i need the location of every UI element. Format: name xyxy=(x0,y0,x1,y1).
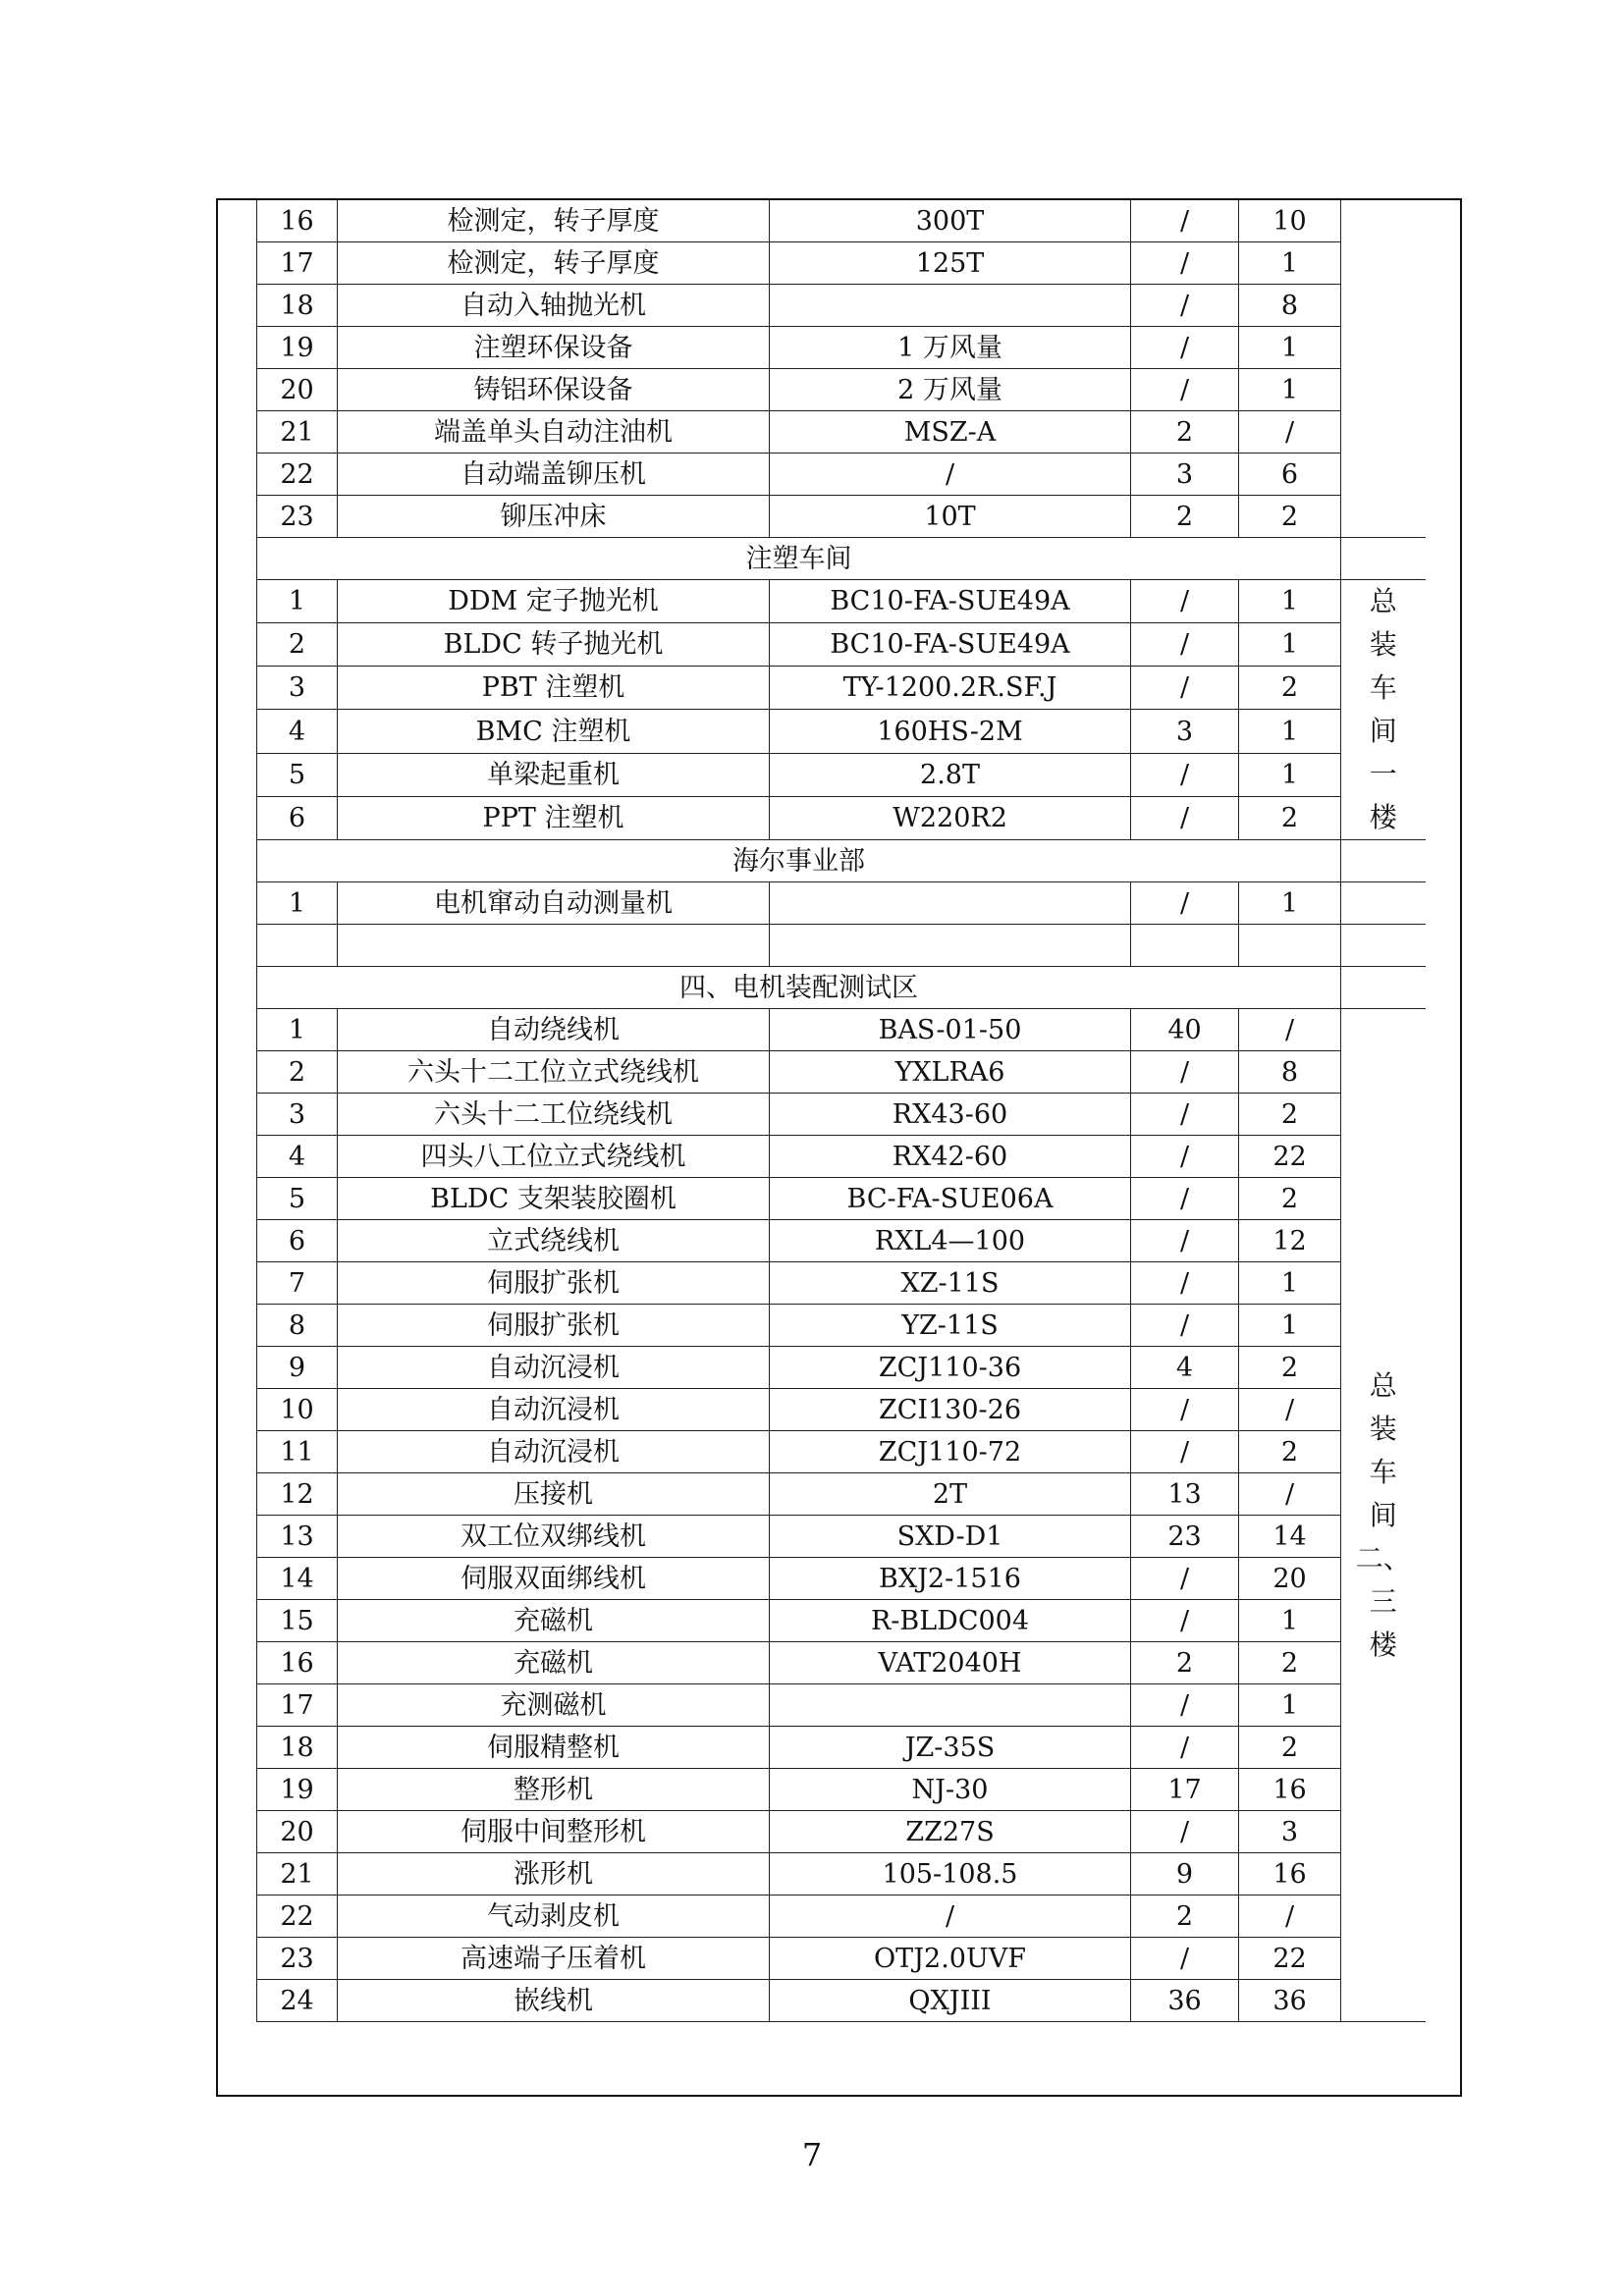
equipment-name-cell: 电机窜动自动测量机 xyxy=(338,882,770,925)
location-char: 三 xyxy=(1369,1584,1397,1618)
model-cell xyxy=(770,882,1131,925)
table-row xyxy=(257,369,1426,411)
quantity-b-cell: 2 xyxy=(1239,1642,1341,1684)
table-row xyxy=(257,1516,1426,1558)
location-char: 车 xyxy=(1369,671,1397,704)
quantity-a-cell: / xyxy=(1131,1431,1239,1473)
section-title-cell: 海尔事业部 xyxy=(257,840,1341,882)
row-number-cell: 6 xyxy=(257,1220,338,1262)
table-row xyxy=(257,667,1426,710)
quantity-b-cell: 1 xyxy=(1239,580,1341,623)
quantity-b-cell: 1 xyxy=(1239,327,1341,369)
location-char: 楼 xyxy=(1369,801,1397,833)
row-number-cell: 9 xyxy=(257,1347,338,1389)
equipment-name-cell: 检测定，转子厚度 xyxy=(338,242,770,285)
quantity-b-cell: 16 xyxy=(1239,1769,1341,1811)
row-number-cell: 20 xyxy=(257,1811,338,1853)
quantity-b-cell: 2 xyxy=(1239,1094,1341,1136)
quantity-a-cell: 13 xyxy=(1131,1473,1239,1516)
location-char: 楼 xyxy=(1369,1628,1397,1661)
quantity-a-cell: 9 xyxy=(1131,1853,1239,1896)
quantity-a-cell: 17 xyxy=(1131,1769,1239,1811)
quantity-b-cell: 8 xyxy=(1239,1051,1341,1094)
row-number-cell: 6 xyxy=(257,796,338,839)
table-row xyxy=(257,796,1426,839)
location-cell-empty xyxy=(1341,925,1426,967)
row-number-cell: 7 xyxy=(257,1262,338,1305)
table-row xyxy=(257,1600,1426,1642)
section-title-cell: 四、电机装配测试区 xyxy=(257,967,1341,1009)
section-header-row xyxy=(257,538,1426,580)
equipment-name-cell: 伺服中间整形机 xyxy=(338,1811,770,1853)
quantity-a-cell: 2 xyxy=(1131,1642,1239,1684)
row-number-cell: 13 xyxy=(257,1516,338,1558)
equipment-name-cell: 铆压冲床 xyxy=(338,496,770,538)
quantity-a-cell: / xyxy=(1131,1220,1239,1262)
row-number-cell: 15 xyxy=(257,1600,338,1642)
table-row xyxy=(257,327,1426,369)
equipment-name-cell xyxy=(338,925,770,967)
equipment-name-cell: 伺服精整机 xyxy=(338,1727,770,1769)
row-number-cell: 2 xyxy=(257,1051,338,1094)
row-number-cell: 23 xyxy=(257,1938,338,1980)
table-row xyxy=(257,1896,1426,1938)
quantity-b-cell: / xyxy=(1239,411,1341,454)
row-number-cell: 3 xyxy=(257,1094,338,1136)
model-cell: ZCI130-26 xyxy=(770,1389,1131,1431)
section-header-row xyxy=(257,967,1426,1009)
quantity-b-cell: / xyxy=(1239,1389,1341,1431)
row-number-cell: 12 xyxy=(257,1473,338,1516)
model-cell: W220R2 xyxy=(770,796,1131,839)
location-cell-empty xyxy=(1341,840,1426,882)
quantity-b-cell: 2 xyxy=(1239,1178,1341,1220)
quantity-a-cell: 23 xyxy=(1131,1516,1239,1558)
equipment-table xyxy=(256,200,1426,2022)
model-cell: R-BLDC004 xyxy=(770,1600,1131,1642)
equipment-name-cell: 双工位双绑线机 xyxy=(338,1516,770,1558)
quantity-a-cell: / xyxy=(1131,580,1239,623)
equipment-name-cell: 铸铝环保设备 xyxy=(338,369,770,411)
quantity-a-cell: / xyxy=(1131,242,1239,285)
location-char: 总 xyxy=(1369,585,1397,617)
model-cell: 1 万风量 xyxy=(770,327,1131,369)
equipment-name-cell: 自动绕线机 xyxy=(338,1009,770,1051)
quantity-a-cell: 40 xyxy=(1131,1009,1239,1051)
quantity-a-cell: 3 xyxy=(1131,710,1239,753)
table-row xyxy=(257,925,1426,967)
equipment-name-cell: 注塑环保设备 xyxy=(338,327,770,369)
row-number-cell: 1 xyxy=(257,580,338,623)
model-cell xyxy=(770,285,1131,327)
equipment-name-cell: 六头十二工位立式绕线机 xyxy=(338,1051,770,1094)
quantity-a-cell: / xyxy=(1131,796,1239,839)
quantity-a-cell: / xyxy=(1131,200,1239,242)
quantity-a-cell: / xyxy=(1131,1938,1239,1980)
location-char: 装 xyxy=(1369,1412,1397,1445)
row-number-cell: 22 xyxy=(257,454,338,496)
quantity-b-cell: 36 xyxy=(1239,1980,1341,2022)
model-cell: NJ-30 xyxy=(770,1769,1131,1811)
quantity-b-cell: 12 xyxy=(1239,1220,1341,1262)
equipment-name-cell: 充测磁机 xyxy=(338,1684,770,1727)
section-title-cell: 注塑车间 xyxy=(257,538,1341,580)
quantity-b-cell: 2 xyxy=(1239,796,1341,839)
section-header-row xyxy=(257,840,1426,882)
quantity-b-cell: 2 xyxy=(1239,1431,1341,1473)
quantity-b-cell: / xyxy=(1239,1009,1341,1051)
table-row xyxy=(257,1051,1426,1094)
equipment-name-cell: 自动端盖铆压机 xyxy=(338,454,770,496)
table-row xyxy=(257,454,1426,496)
quantity-a-cell: 2 xyxy=(1131,1896,1239,1938)
model-cell: BAS-01-50 xyxy=(770,1009,1131,1051)
model-cell: RX42-60 xyxy=(770,1136,1131,1178)
model-cell: RX43-60 xyxy=(770,1094,1131,1136)
row-number-cell: 1 xyxy=(257,1009,338,1051)
quantity-a-cell: 2 xyxy=(1131,411,1239,454)
quantity-b-cell: 2 xyxy=(1239,667,1341,710)
model-cell: BXJ2-1516 xyxy=(770,1558,1131,1600)
model-cell: RXL4—100 xyxy=(770,1220,1131,1262)
equipment-name-cell: 压接机 xyxy=(338,1473,770,1516)
row-number-cell: 19 xyxy=(257,327,338,369)
table-row xyxy=(257,580,1426,623)
table-row xyxy=(257,1684,1426,1727)
quantity-b-cell: / xyxy=(1239,1473,1341,1516)
equipment-name-cell: DDM 定子抛光机 xyxy=(338,580,770,623)
table-row xyxy=(257,1431,1426,1473)
table-row xyxy=(257,1853,1426,1896)
equipment-name-cell: BLDC 支架装胶圈机 xyxy=(338,1178,770,1220)
model-cell: 2.8T xyxy=(770,753,1131,796)
quantity-a-cell: / xyxy=(1131,1600,1239,1642)
equipment-name-cell: 涨形机 xyxy=(338,1853,770,1896)
table-row xyxy=(257,1642,1426,1684)
table-row xyxy=(257,1980,1426,2022)
equipment-name-cell: 六头十二工位绕线机 xyxy=(338,1094,770,1136)
row-number-cell: 8 xyxy=(257,1305,338,1347)
row-number-cell: 5 xyxy=(257,753,338,796)
model-cell: BC-FA-SUE06A xyxy=(770,1178,1131,1220)
quantity-a-cell: 4 xyxy=(1131,1347,1239,1389)
model-cell: TY-1200.2R.SF.J xyxy=(770,667,1131,710)
quantity-a-cell: / xyxy=(1131,369,1239,411)
location-char: 装 xyxy=(1369,628,1397,661)
row-number-cell: 21 xyxy=(257,1853,338,1896)
quantity-a-cell: / xyxy=(1131,753,1239,796)
model-cell: 105-108.5 xyxy=(770,1853,1131,1896)
quantity-a-cell: 2 xyxy=(1131,496,1239,538)
equipment-name-cell: 高速端子压着机 xyxy=(338,1938,770,1980)
table-row xyxy=(257,1389,1426,1431)
quantity-a-cell: / xyxy=(1131,623,1239,667)
quantity-b-cell: 10 xyxy=(1239,200,1341,242)
model-cell: BC10-FA-SUE49A xyxy=(770,623,1131,667)
quantity-b-cell: 22 xyxy=(1239,1136,1341,1178)
model-cell: 2 万风量 xyxy=(770,369,1131,411)
model-cell: VAT2040H xyxy=(770,1642,1131,1684)
table-row xyxy=(257,1178,1426,1220)
row-number-cell: 18 xyxy=(257,1727,338,1769)
table-row xyxy=(257,1347,1426,1389)
quantity-a-cell: / xyxy=(1131,1305,1239,1347)
table-row xyxy=(257,1558,1426,1600)
quantity-b-cell: 2 xyxy=(1239,1347,1341,1389)
quantity-b-cell: 14 xyxy=(1239,1516,1341,1558)
model-cell: 160HS-2M xyxy=(770,710,1131,753)
location-char: 总 xyxy=(1369,1368,1397,1402)
row-number-cell: 21 xyxy=(257,411,338,454)
model-cell: JZ-35S xyxy=(770,1727,1131,1769)
location-cell-empty xyxy=(1341,967,1426,1009)
row-number-cell xyxy=(257,925,338,967)
location-cell-empty xyxy=(1341,538,1426,580)
equipment-name-cell: BMC 注塑机 xyxy=(338,710,770,753)
table-row xyxy=(257,1136,1426,1178)
equipment-name-cell: 嵌线机 xyxy=(338,1980,770,2022)
quantity-b-cell: 6 xyxy=(1239,454,1341,496)
quantity-b-cell xyxy=(1239,925,1341,967)
quantity-a-cell: / xyxy=(1131,1178,1239,1220)
table-row xyxy=(257,710,1426,753)
model-cell: / xyxy=(770,454,1131,496)
row-number-cell: 17 xyxy=(257,242,338,285)
quantity-b-cell: 1 xyxy=(1239,623,1341,667)
quantity-a-cell: / xyxy=(1131,1558,1239,1600)
table-row xyxy=(257,623,1426,667)
table-row xyxy=(257,1220,1426,1262)
row-number-cell: 10 xyxy=(257,1389,338,1431)
equipment-name-cell: 伺服扩张机 xyxy=(338,1262,770,1305)
table-row xyxy=(257,1305,1426,1347)
quantity-a-cell: / xyxy=(1131,327,1239,369)
model-cell: SXD-D1 xyxy=(770,1516,1131,1558)
row-number-cell: 1 xyxy=(257,882,338,925)
location-char: 间 xyxy=(1369,1498,1397,1531)
model-cell xyxy=(770,925,1131,967)
quantity-b-cell: 1 xyxy=(1239,1684,1341,1727)
model-cell: BC10-FA-SUE49A xyxy=(770,580,1131,623)
location-cell-empty xyxy=(1341,200,1426,538)
location-char: 二、 xyxy=(1355,1541,1411,1575)
model-cell: ZCJ110-36 xyxy=(770,1347,1131,1389)
model-cell: 2T xyxy=(770,1473,1131,1516)
quantity-b-cell: 2 xyxy=(1239,1727,1341,1769)
quantity-a-cell: / xyxy=(1131,882,1239,925)
quantity-a-cell: / xyxy=(1131,1094,1239,1136)
model-cell: ZZ27S xyxy=(770,1811,1131,1853)
quantity-b-cell: 16 xyxy=(1239,1853,1341,1896)
quantity-b-cell: 1 xyxy=(1239,882,1341,925)
location-cell-empty xyxy=(1341,882,1426,925)
row-number-cell: 5 xyxy=(257,1178,338,1220)
row-number-cell: 18 xyxy=(257,285,338,327)
quantity-b-cell: 1 xyxy=(1239,1600,1341,1642)
quantity-b-cell: 1 xyxy=(1239,1305,1341,1347)
model-cell xyxy=(770,1684,1131,1727)
location-char: 间 xyxy=(1369,715,1397,747)
quantity-b-cell: 1 xyxy=(1239,1262,1341,1305)
quantity-a-cell: / xyxy=(1131,1136,1239,1178)
quantity-a-cell: / xyxy=(1131,1727,1239,1769)
quantity-b-cell: 1 xyxy=(1239,369,1341,411)
location-char: 一 xyxy=(1369,758,1397,790)
page-number: 7 xyxy=(801,2136,823,2173)
row-number-cell: 4 xyxy=(257,1136,338,1178)
location-cell xyxy=(1341,580,1426,840)
model-cell: 125T xyxy=(770,242,1131,285)
row-number-cell: 14 xyxy=(257,1558,338,1600)
equipment-name-cell: 自动沉浸机 xyxy=(338,1431,770,1473)
model-cell: MSZ-A xyxy=(770,411,1131,454)
table-row xyxy=(257,496,1426,538)
row-number-cell: 20 xyxy=(257,369,338,411)
quantity-a-cell: 3 xyxy=(1131,454,1239,496)
document-frame xyxy=(216,198,1462,2097)
table-row xyxy=(257,1727,1426,1769)
table-row xyxy=(257,242,1426,285)
model-cell: YXLRA6 xyxy=(770,1051,1131,1094)
model-cell: 10T xyxy=(770,496,1131,538)
quantity-b-cell: 8 xyxy=(1239,285,1341,327)
quantity-a-cell: / xyxy=(1131,285,1239,327)
model-cell: YZ-11S xyxy=(770,1305,1131,1347)
quantity-a-cell: / xyxy=(1131,1684,1239,1727)
equipment-name-cell: 充磁机 xyxy=(338,1642,770,1684)
model-cell: 300T xyxy=(770,200,1131,242)
row-number-cell: 3 xyxy=(257,667,338,710)
row-number-cell: 24 xyxy=(257,1980,338,2022)
equipment-name-cell: PBT 注塑机 xyxy=(338,667,770,710)
table-row xyxy=(257,1938,1426,1980)
equipment-name-cell: 检测定，转子厚度 xyxy=(338,200,770,242)
quantity-a-cell: / xyxy=(1131,667,1239,710)
equipment-name-cell: 伺服扩张机 xyxy=(338,1305,770,1347)
equipment-name-cell: BLDC 转子抛光机 xyxy=(338,623,770,667)
row-number-cell: 4 xyxy=(257,710,338,753)
equipment-name-cell: 自动沉浸机 xyxy=(338,1389,770,1431)
quantity-a-cell: / xyxy=(1131,1051,1239,1094)
table-row xyxy=(257,1769,1426,1811)
quantity-b-cell: 1 xyxy=(1239,753,1341,796)
row-number-cell: 23 xyxy=(257,496,338,538)
equipment-name-cell: 充磁机 xyxy=(338,1600,770,1642)
equipment-name-cell: 气动剥皮机 xyxy=(338,1896,770,1938)
table-row xyxy=(257,882,1426,925)
model-cell: / xyxy=(770,1896,1131,1938)
equipment-name-cell: 立式绕线机 xyxy=(338,1220,770,1262)
table-row xyxy=(257,1473,1426,1516)
equipment-name-cell: 自动沉浸机 xyxy=(338,1347,770,1389)
row-number-cell: 16 xyxy=(257,1642,338,1684)
model-cell: OTJ2.0UVF xyxy=(770,1938,1131,1980)
row-number-cell: 2 xyxy=(257,623,338,667)
model-cell: XZ-11S xyxy=(770,1262,1131,1305)
quantity-b-cell: 1 xyxy=(1239,710,1341,753)
quantity-b-cell: / xyxy=(1239,1896,1341,1938)
quantity-b-cell: 3 xyxy=(1239,1811,1341,1853)
row-number-cell: 22 xyxy=(257,1896,338,1938)
equipment-name-cell: PPT 注塑机 xyxy=(338,796,770,839)
equipment-name-cell: 整形机 xyxy=(338,1769,770,1811)
row-number-cell: 19 xyxy=(257,1769,338,1811)
row-number-cell: 16 xyxy=(257,200,338,242)
table-row xyxy=(257,411,1426,454)
equipment-name-cell: 四头八工位立式绕线机 xyxy=(338,1136,770,1178)
quantity-a-cell: / xyxy=(1131,1262,1239,1305)
quantity-a-cell: / xyxy=(1131,1389,1239,1431)
table-row xyxy=(257,200,1426,242)
quantity-b-cell: 20 xyxy=(1239,1558,1341,1600)
quantity-a-cell: / xyxy=(1131,1811,1239,1853)
equipment-name-cell: 自动入轴抛光机 xyxy=(338,285,770,327)
row-number-cell: 17 xyxy=(257,1684,338,1727)
table-row xyxy=(257,753,1426,796)
quantity-b-cell: 22 xyxy=(1239,1938,1341,1980)
table-row xyxy=(257,1009,1426,1051)
model-cell: ZCJ110-72 xyxy=(770,1431,1131,1473)
row-number-cell: 11 xyxy=(257,1431,338,1473)
quantity-b-cell: 2 xyxy=(1239,496,1341,538)
table-row xyxy=(257,285,1426,327)
table-row xyxy=(257,1094,1426,1136)
equipment-name-cell: 单梁起重机 xyxy=(338,753,770,796)
location-cell xyxy=(1341,1009,1426,2022)
model-cell: QXJIII xyxy=(770,1980,1131,2022)
quantity-a-cell: 36 xyxy=(1131,1980,1239,2022)
quantity-a-cell xyxy=(1131,925,1239,967)
equipment-name-cell: 伺服双面绑线机 xyxy=(338,1558,770,1600)
quantity-b-cell: 1 xyxy=(1239,242,1341,285)
table-row xyxy=(257,1811,1426,1853)
table-row xyxy=(257,1262,1426,1305)
location-char: 车 xyxy=(1369,1455,1397,1488)
equipment-name-cell: 端盖单头自动注油机 xyxy=(338,411,770,454)
